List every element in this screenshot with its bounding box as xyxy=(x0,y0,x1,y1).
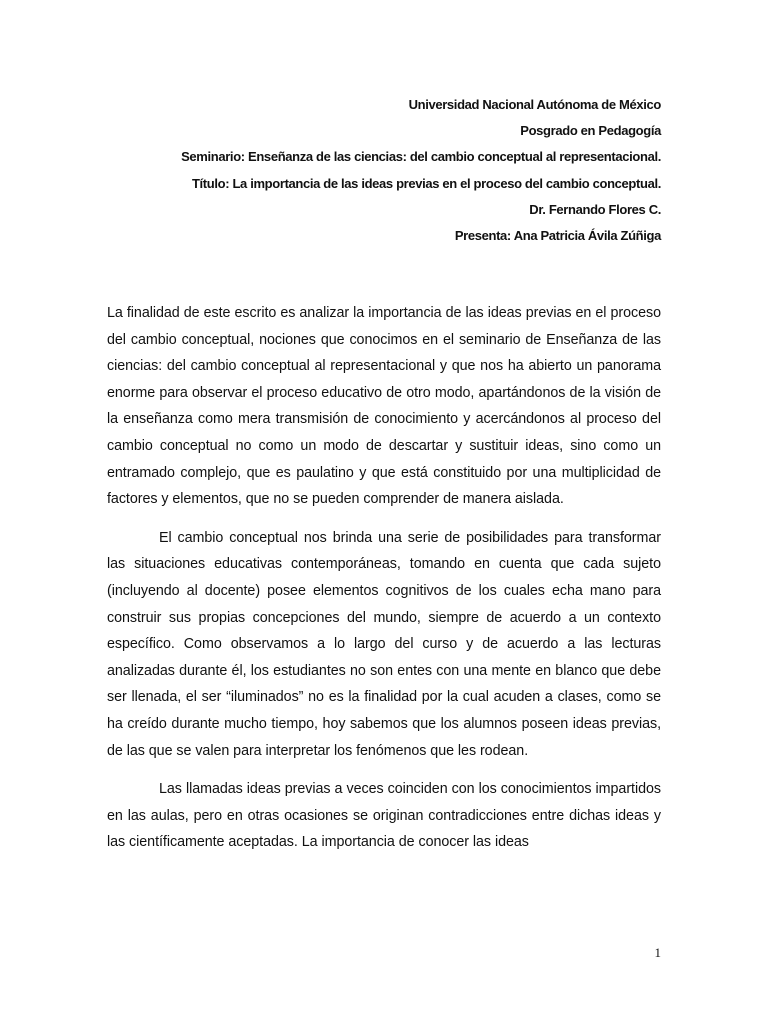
paragraph-3: Las llamadas ideas previas a veces coinciden con los conocimientos impartidos en las aulas, pero en otras ocasiones se originan contradicciones entre dichas ideas y las científicamente aceptadas. La importancia de conocer las ideas xyxy=(107,781,661,851)
essay-title: Título: La importancia de las ideas previas en el proceso del cambio conceptual. xyxy=(191,175,661,191)
paragraph-2: El cambio conceptual nos brinda una serie de posibilidades para transformar las situaciones educativas contemporáneas, tomando en cuenta que cada sujeto (incluyendo al docente) posee elementos cognitivos de los cuales echa mano para construir sus propias concepciones del mundo, siempre de acuerdo a un contexto específico. Como observamos a lo largo del curso y de acuerdo a las lecturas analizadas durante él, los estudiantes no son entes con una mente en blanco que debe ser llenada, el ser “iluminados” no es la finalidad por la cual acuden a clases, como se ha creído durante mucho tiempo, hoy sabemos que los alumnos poseen ideas previas, de las que se valen para interpretar los fenómenos que les rodean. xyxy=(107,529,661,759)
university-name: Universidad Nacional Autónoma de México xyxy=(408,97,661,112)
paragraph-1: La finalidad de este escrito es analizar la importancia de las ideas previas en el proceso del cambio conceptual, nociones que conocimos en el seminario de Enseñanza de las ciencias: del cambio conceptual al representacional y que nos ha abierto un panorama enorme para observar el proceso educativo de otro modo, apartándonos de la visión de la enseñanza como mera transmisión de conocimiento y acercándonos al proceso del cambio conceptual no como un modo de descartar y sustituir ideas, sino como un entramado complejo, que es paulatino y que está constituido por una multiplicidad de factores y elementos, que no se pueden comprender de manera aislada. xyxy=(107,305,661,508)
author-name: Presenta: Ana Patricia Ávila Zúñiga xyxy=(454,228,661,244)
document-header xyxy=(101,92,661,249)
seminar-name: Seminario: Enseñanza de las ciencias: del cambio conceptual al representacional. xyxy=(181,149,661,165)
professor-name: Dr. Fernando Flores C. xyxy=(529,201,661,217)
program-name: Posgrado en Pedagogía xyxy=(520,123,661,139)
document-body xyxy=(107,300,661,868)
page-number: 1 xyxy=(654,945,661,960)
